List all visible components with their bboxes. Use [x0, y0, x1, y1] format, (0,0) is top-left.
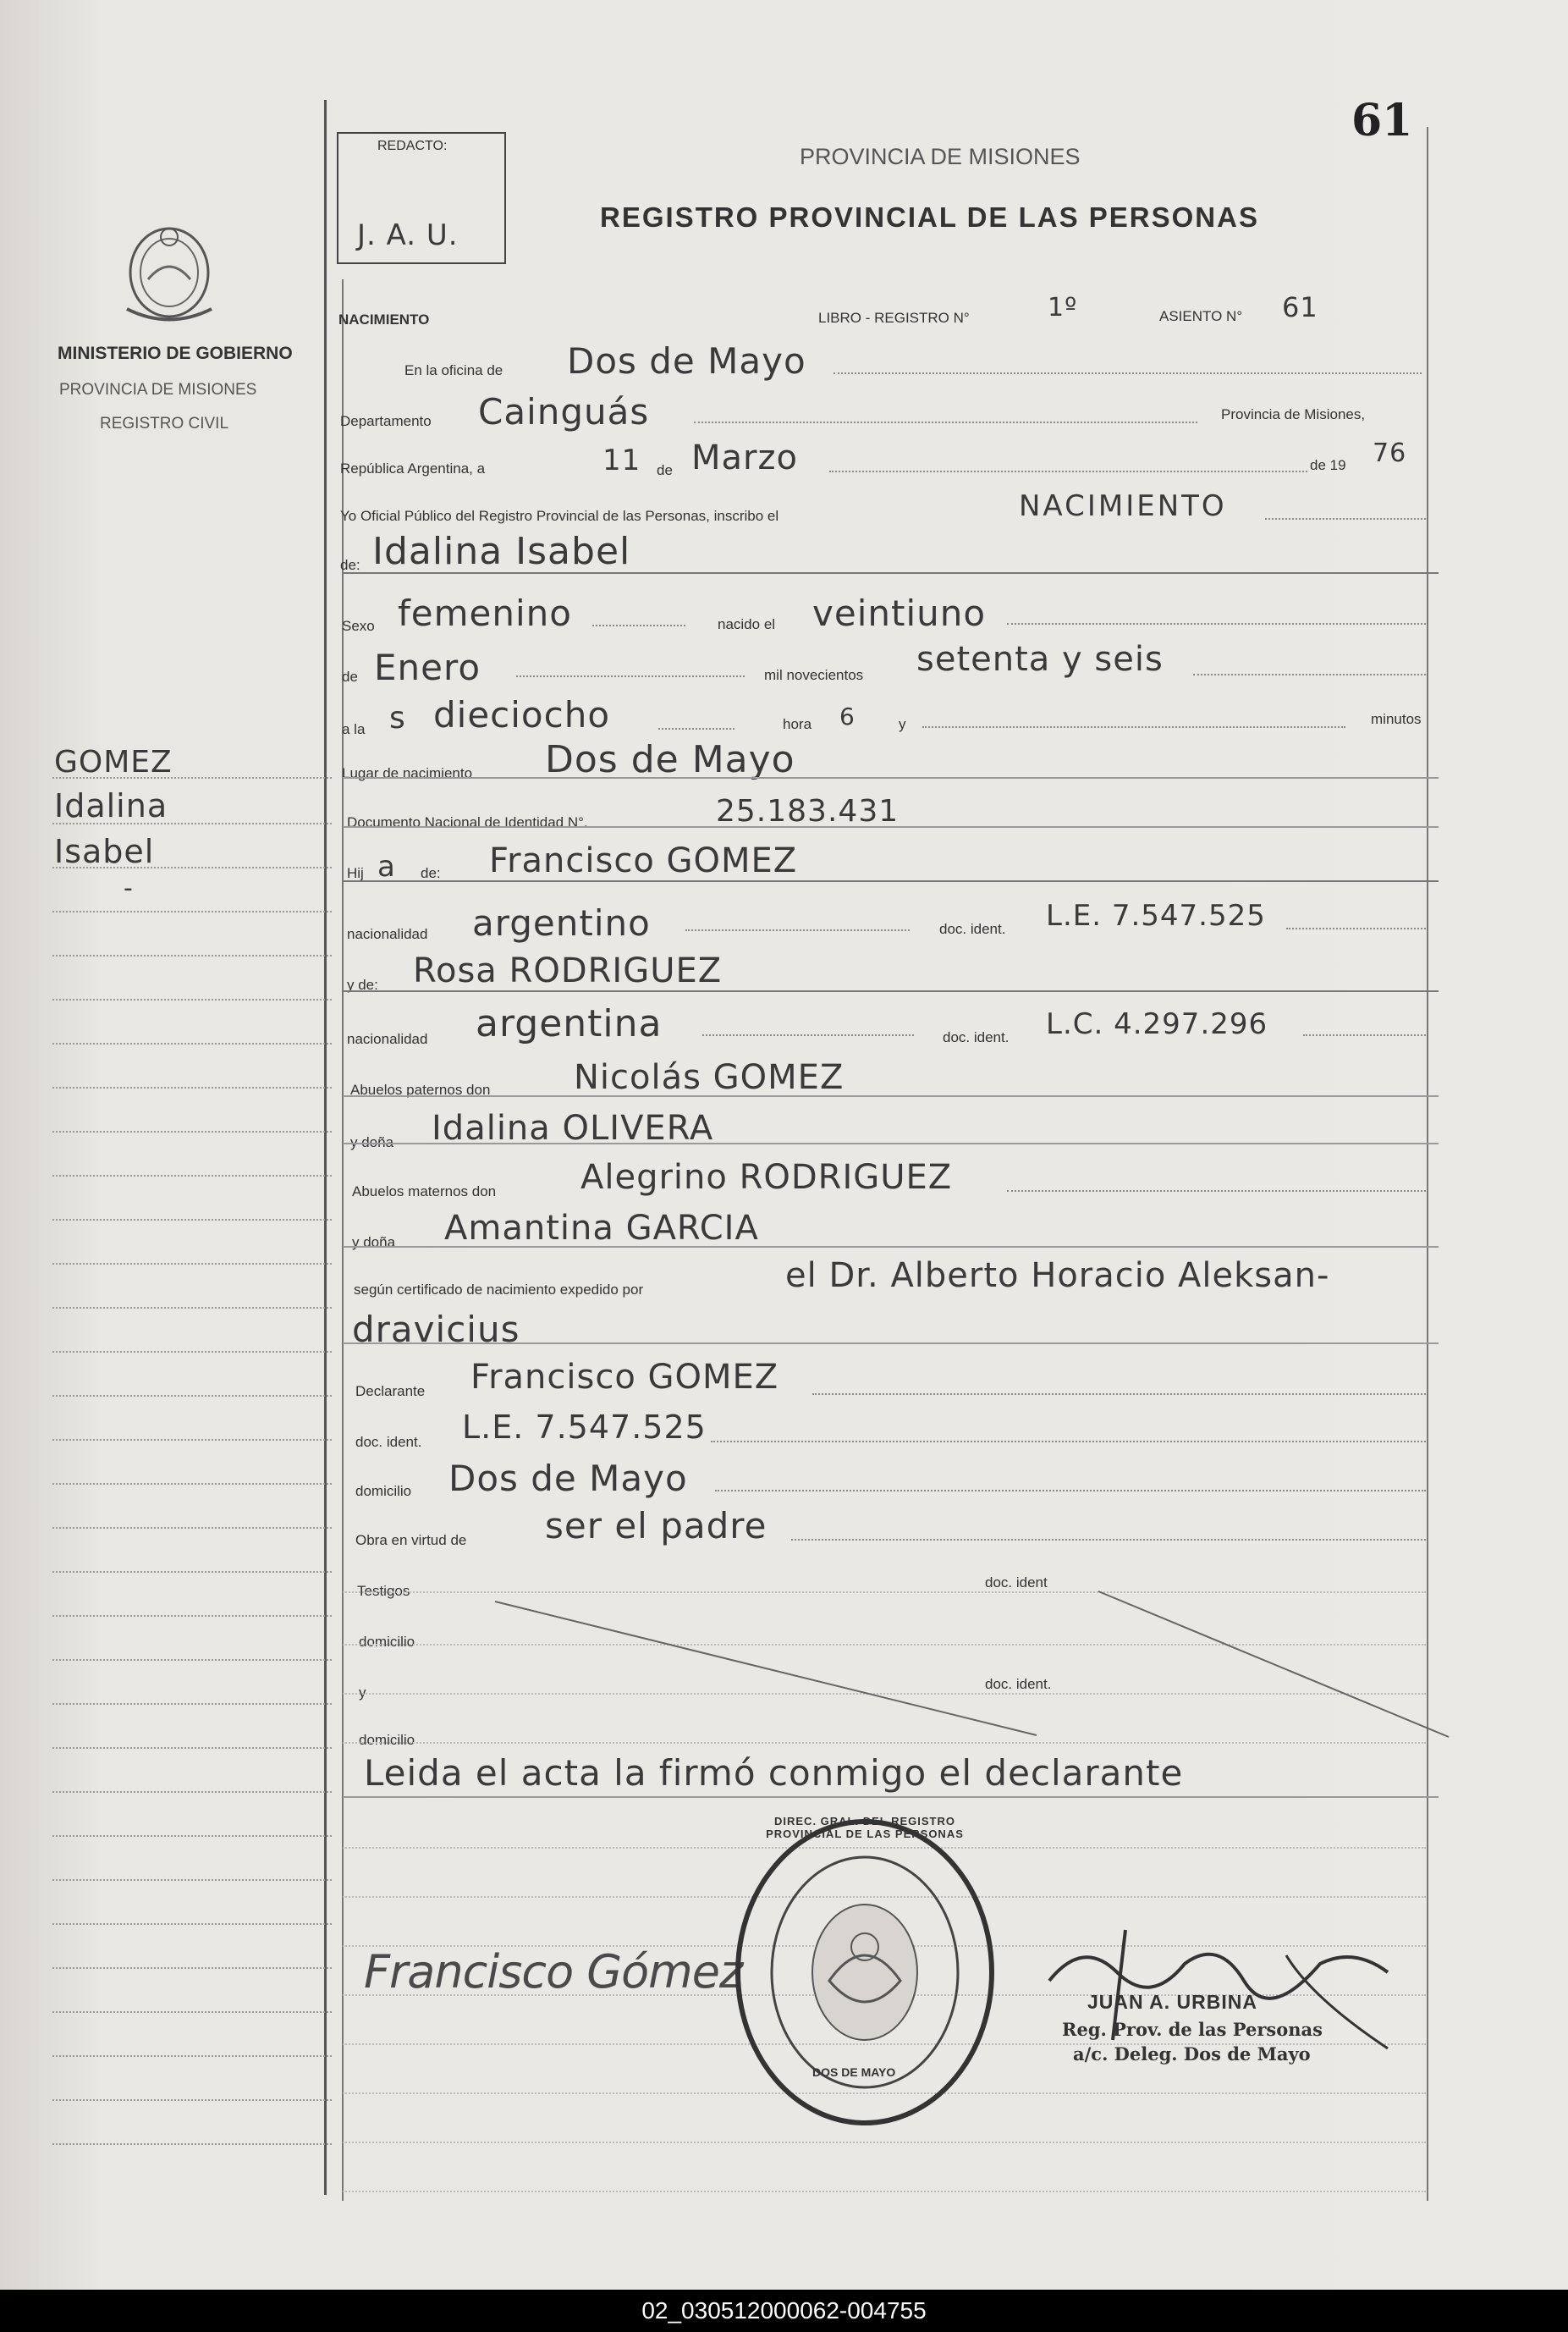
domicilio-label: domicilio — [355, 1483, 412, 1499]
sexo-label: Sexo — [342, 618, 375, 634]
departamento-value: Cainguás — [478, 391, 650, 433]
mil-label: mil novecientos — [764, 667, 864, 683]
y-label: y — [899, 716, 906, 732]
minutos-label: minutos — [1371, 711, 1422, 727]
oficina-value: Dos de Mayo — [567, 340, 806, 382]
libro-value: 1º — [1048, 293, 1078, 323]
y-de-label: y de: — [347, 977, 378, 993]
certificado-value1: el Dr. Alberto Horacio Aleksan- — [785, 1256, 1330, 1295]
footer-id: 02_030512000062-004755 — [641, 2297, 927, 2324]
mother-nac: argentina — [476, 1002, 663, 1045]
mother-value: Rosa RODRIGUEZ — [413, 951, 723, 990]
ab-mat-dona-label: y doña — [352, 1234, 396, 1250]
father-doc-label: doc. ident. — [939, 921, 1006, 937]
sexo-value: femenino — [398, 593, 572, 634]
de-label: de — [657, 462, 673, 478]
dni-label: Documento Nacional de Identidad N°. — [347, 814, 588, 830]
a-las-suffix: s — [389, 701, 406, 736]
mother-doc: L.C. 4.297.296 — [1046, 1007, 1268, 1041]
certificado-value2: dravicius — [352, 1309, 520, 1350]
father-nac: argentino — [472, 902, 651, 944]
testigos-doc-label: doc. ident — [985, 1574, 1048, 1591]
left-province: PROVINCIA DE MISIONES — [59, 381, 257, 399]
ab-pat-don: Nicolás GOMEZ — [574, 1058, 845, 1097]
official-name: JUAN A. URBINA — [1087, 1991, 1257, 2013]
left-civil: REGISTRO CIVIL — [100, 415, 229, 433]
year-value: 76 — [1373, 438, 1407, 468]
closing-rule — [343, 1796, 1439, 1798]
redacto-initials: J. A. U. — [357, 218, 459, 252]
domicilio3-label: domicilio — [359, 1732, 415, 1748]
hora-words: dieciocho — [433, 694, 611, 736]
day-value: 11 — [602, 444, 641, 477]
left-ministry: MINISTERIO DE GOBIERNO — [58, 344, 293, 363]
asiento-label: ASIENTO N° — [1159, 308, 1243, 324]
name-value: Idalina Isabel — [372, 530, 631, 573]
obra-value: ser el padre — [545, 1505, 767, 1546]
nacido-value: veintiuno — [812, 593, 987, 634]
declarante-signature: Francisco Gómez — [364, 1945, 743, 1998]
record-type-label: NACIMIENTO — [338, 311, 430, 328]
dni-value: 25.183.431 — [716, 794, 900, 829]
footer-id-bar — [0, 2290, 1568, 2332]
official-title1: Reg. Prov. de las Personas — [1062, 2019, 1323, 2040]
lower-rule — [343, 2191, 1426, 2192]
declarante-value: Francisco GOMEZ — [470, 1358, 779, 1397]
de2-label: de — [342, 669, 358, 685]
y2-label: y — [359, 1684, 366, 1701]
ab-mat-don: Alegrino RODRIGUEZ — [580, 1158, 953, 1197]
margin-name-line4: - — [124, 874, 134, 903]
hija-de-label: de: — [421, 865, 441, 881]
page-number: 61 — [1351, 95, 1413, 146]
obra-label: Obra en virtud de — [355, 1532, 467, 1548]
father-value: Francisco GOMEZ — [489, 841, 798, 880]
nacido-label: nacido el — [718, 616, 776, 632]
domicilio2-label: domicilio — [359, 1634, 415, 1650]
father-doc: L.E. 7.547.525 — [1046, 899, 1266, 933]
domicilio-value: Dos de Mayo — [448, 1458, 688, 1499]
father-nac-label: nacionalidad — [347, 926, 428, 942]
hora-value: 6 — [839, 703, 856, 730]
declarante-doc: L.E. 7.547.525 — [462, 1409, 707, 1446]
year-words: setenta y seis — [916, 640, 1164, 679]
registry-stamp — [729, 1811, 1000, 2133]
certificado-label: según certificado de nacimiento expedido por — [354, 1282, 644, 1298]
mother-doc-label: doc. ident. — [943, 1029, 1010, 1045]
ab-pat-label: Abuelos paternos don — [350, 1082, 491, 1098]
month-value: Marzo — [691, 438, 798, 477]
margin-name-line3: Isabel — [54, 833, 155, 870]
lower-rule — [343, 2142, 1426, 2143]
ab-pat-dona: Idalina OLIVERA — [432, 1109, 714, 1148]
de-name-label: de: — [340, 557, 360, 573]
libro-label: LIBRO - REGISTRO N° — [818, 310, 970, 326]
month2-value: Enero — [374, 647, 481, 688]
a-las-label: a la — [342, 721, 366, 737]
ab-mat-dona: Amantina GARCIA — [444, 1209, 759, 1248]
stamp-inner-text: DOS DE MAYO — [812, 2065, 896, 2079]
mother-nac-label: nacionalidad — [347, 1031, 428, 1047]
oficial-value: NACIMIENTO — [1019, 489, 1227, 523]
year-label: de 19 — [1310, 457, 1346, 473]
departamento-label: Departamento — [340, 413, 432, 429]
provincia-label: Provincia de Misiones, — [1221, 406, 1366, 422]
header-registry: REGISTRO PROVINCIAL DE LAS PERSONAS — [600, 201, 1259, 233]
testigos-label: Testigos — [357, 1583, 410, 1599]
header-province: PROVINCIA DE MISIONES — [800, 144, 1081, 169]
margin-name-line2: Idalina — [54, 787, 168, 824]
hora-label: hora — [783, 716, 812, 732]
margin-name-line1: GOMEZ — [54, 745, 173, 780]
redacto-label: REDACTO: — [377, 139, 448, 153]
lugar-label: Lugar de nacimiento — [342, 765, 473, 781]
hija-suffix: a — [377, 850, 396, 884]
republica-label: República Argentina, a — [340, 460, 486, 477]
stamp-ring-text: DIREC. GRAL. DEL REGISTRO PROVINCIAL DE LAS PERSONAS — [766, 1815, 964, 1840]
testigos-doc2-label: doc. ident. — [985, 1676, 1052, 1692]
official-title2: a/c. Deleg. Dos de Mayo — [1073, 2043, 1311, 2065]
asiento-value: 61 — [1282, 291, 1318, 323]
hija-label: Hij — [347, 865, 364, 881]
oficial-label: Yo Oficial Público del Registro Provincial de las Personas, inscribo el — [340, 508, 779, 524]
declarante-doc-label: doc. ident. — [355, 1434, 422, 1450]
ab-pat-dona-label: y doña — [350, 1134, 394, 1150]
oficina-label: En la oficina de — [404, 362, 503, 378]
closing-text: Leida el acta la firmó conmigo el declarante — [364, 1752, 1184, 1794]
ab-mat-label: Abuelos maternos don — [352, 1183, 497, 1199]
lugar-value: Dos de Mayo — [545, 738, 795, 781]
declarante-label: Declarante — [355, 1383, 426, 1399]
